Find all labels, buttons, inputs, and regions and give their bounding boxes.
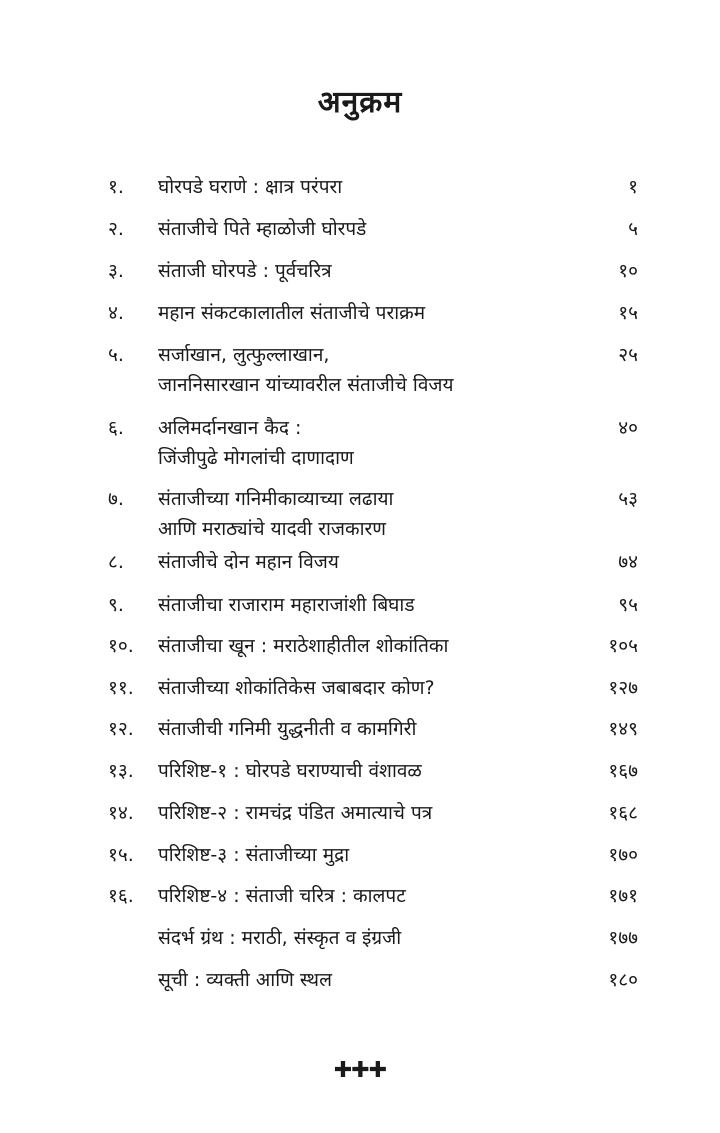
entry-title (158, 590, 415, 620)
entry-number: ५. (108, 344, 124, 366)
entry-page-number: १०५ (608, 635, 638, 657)
entry-page-number: १ (628, 176, 638, 198)
entry-number: ११. (108, 677, 134, 699)
entry-page-number: १७७ (608, 927, 638, 949)
entry-title-line: सर्जाखान, लुत्फुल्लाखान, (158, 344, 330, 366)
entry-title-line: संताजी घोरपडे : पूर्वचरित्र (158, 260, 332, 282)
entry-number: ७. (108, 488, 124, 510)
entry-number: ४. (108, 302, 124, 324)
entry-title (158, 631, 448, 661)
entry-page-number: ९५ (618, 594, 638, 616)
entry-title-line: परिशिष्ट-४ : संताजी चरित्र : कालपट (158, 885, 406, 907)
entry-title-line: संताजीचा खून : मराठेशाहीतील शोकांतिका (158, 635, 449, 657)
entry-title-line: संताजीचे दोन महान विजय (158, 551, 339, 573)
entry-page-number: १६७ (608, 760, 638, 782)
entry-title-line: जिंजीपुढे मोगलांची दाणादाण (158, 447, 354, 469)
entry-title (158, 413, 354, 473)
entry-title-line: संताजीच्या गनिमीकाव्याच्या लढाया (158, 488, 394, 510)
entry-title-line: घोरपडे घराणे : क्षात्र परंपरा (158, 176, 343, 198)
entry-number: १. (108, 176, 124, 198)
entry-title-line: संताजीचा राजाराम महाराजांशी बिघाड (158, 594, 415, 616)
entry-title-line: महान संकटकालातील संताजीचे पराक्रम (158, 302, 426, 324)
entry-title-line: परिशिष्ट-३ : संताजीच्या मुद्रा (158, 844, 350, 866)
entry-number: १४. (108, 802, 134, 824)
entry-title (158, 214, 366, 244)
entry-title-line: सूची : व्यक्ती आणि स्थल (158, 969, 332, 991)
entry-number: १२. (108, 718, 134, 740)
entry-title (158, 965, 332, 995)
entry-page-number: १२७ (608, 677, 638, 699)
entry-title (158, 714, 416, 744)
entry-title (158, 881, 406, 911)
entry-number: ६. (108, 417, 124, 439)
entry-number: १५. (108, 844, 134, 866)
entry-title-line: आणि मराठ्यांचे यादवी राजकारण (158, 518, 387, 540)
entry-page-number: ५३ (618, 488, 638, 510)
entry-page-number: ४० (618, 417, 638, 439)
entry-title-line: संताजीचे पिते म्हाळोजी घोरपडे (158, 218, 367, 240)
entry-page-number: १७१ (608, 885, 638, 907)
entry-number: ९. (108, 594, 124, 616)
entry-number: ३. (108, 260, 124, 282)
entry-page-number: १५ (618, 302, 638, 324)
page-title: अनुक्रम (317, 85, 403, 120)
entry-title-line: परिशिष्ट-१ : घोरपडे घराण्याची वंशावळ (158, 760, 422, 782)
entry-page-number: २५ (618, 344, 638, 366)
entry-title-line: अलिमर्दानखान कैद : (158, 417, 302, 439)
entry-title (158, 340, 454, 400)
entry-number: ८. (108, 551, 124, 573)
entry-page-number: १० (618, 260, 638, 282)
entry-title-line: संदर्भ ग्रंथ : मराठी, संस्कृत व इंग्रजी (158, 927, 402, 949)
end-ornament: ✚✚✚ (333, 1058, 387, 1083)
entry-title (158, 840, 349, 870)
entry-page-number: ७४ (618, 551, 638, 573)
entry-title-line: जाननिसारखान यांच्यावरील संताजीचे विजय (158, 374, 454, 396)
entry-title (158, 673, 435, 703)
entry-title-line: संताजीच्या शोकांतिकेस जबाबदार कोण? (158, 677, 435, 699)
entry-title (158, 547, 339, 577)
entry-title (158, 256, 332, 286)
entry-number: २. (108, 218, 124, 240)
entry-title-line: संताजीची गनिमी युद्धनीती व कामगिरी (158, 718, 417, 740)
entry-page-number: १४९ (608, 718, 638, 740)
entry-title (158, 298, 425, 328)
entry-number: १३. (108, 760, 134, 782)
entry-title (158, 798, 432, 828)
entry-page-number: १८० (608, 969, 638, 991)
entry-number: १०. (108, 635, 134, 657)
entry-title (158, 756, 422, 786)
entry-title (158, 923, 401, 953)
entry-title (158, 172, 342, 202)
entry-number: १६. (108, 885, 134, 907)
entry-page-number: ५ (628, 218, 638, 240)
entry-title (158, 484, 393, 544)
entry-page-number: १६८ (608, 802, 638, 824)
entry-title-line: परिशिष्ट-२ : रामचंद्र पंडित अमात्याचे पत्र (158, 802, 433, 824)
entry-page-number: १७० (608, 844, 638, 866)
